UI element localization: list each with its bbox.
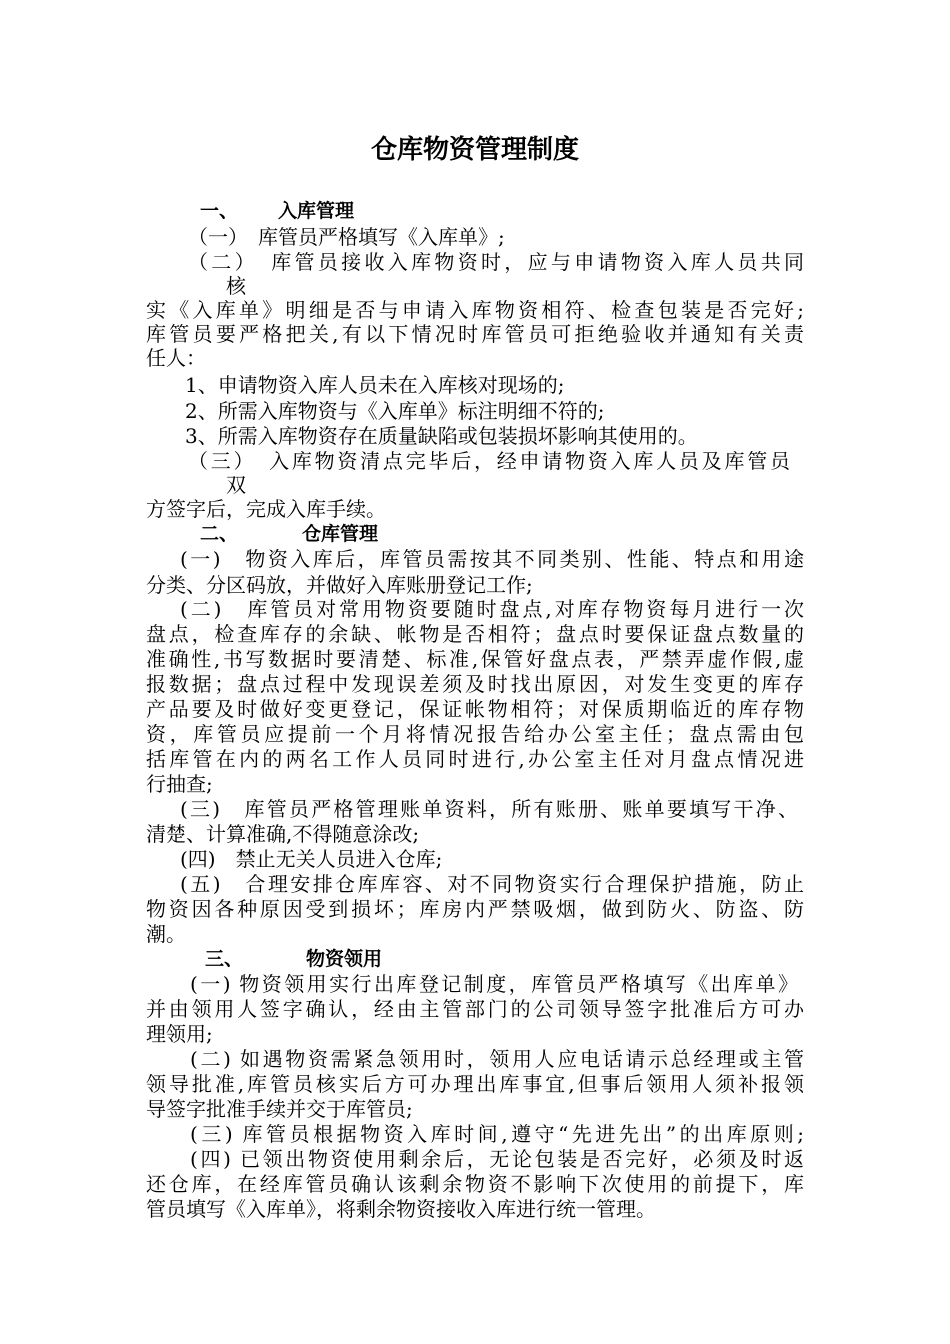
paragraph-line: 分类、分区码放，并做好入库账册登记工作; xyxy=(146,573,533,597)
paragraph-line: 物资因各种原因受到损坏；库房内严禁吸烟，做到防火、防盗、防 xyxy=(146,897,804,921)
paragraph-line: (三) 库管员严格管理账单资料，所有账册、账单要填写干净、 xyxy=(180,797,798,821)
paragraph-line: 方签字后，完成入库手续。 xyxy=(146,497,386,521)
paragraph-line: (一) 物资入库后，库管员需按其不同类别、性能、特点和用途 xyxy=(180,547,804,571)
list-item: 3、所需入库物资存在质量缺陷或包装损坏影响其使用的。 xyxy=(185,424,698,448)
list-item: 1、申请物资入库人员未在入库核对现场的; xyxy=(185,373,565,397)
paragraph-line: 任人： xyxy=(146,346,206,370)
paragraph-line: (五) 合理安排仓库库容、对不同物资实行合理保护措施，防止 xyxy=(180,872,804,896)
paragraph-line: 核 xyxy=(226,274,246,298)
section-2-heading: 仓库管理 xyxy=(302,523,379,545)
paragraph-line: 领导批准,库管员核实后方可办理出库事宜,但事后领用人须补报领 xyxy=(146,1072,804,1096)
paragraph-line: 报数据；盘点过程中发现误差须及时找出原因，对发生变更的库存 xyxy=(146,672,804,696)
paragraph-line: 双 xyxy=(226,473,246,497)
section-3-heading: 物资领用 xyxy=(306,948,383,970)
paragraph-line: 盘点，检查库存的余缺、帐物是否相符；盘点时要保证盘点数量的 xyxy=(146,622,804,646)
paragraph-line: 还仓库，在经库管员确认该剩余物资不影响下次使用的前提下，库 xyxy=(146,1172,804,1196)
list-item: 2、所需入库物资与《入库单》标注明细不符的; xyxy=(185,399,605,423)
paragraph-line: 理领用; xyxy=(146,1022,213,1046)
paragraph-line: (二) 库管员对常用物资要随时盘点,对库存物资每月进行一次 xyxy=(180,597,804,621)
paragraph-line: (三) 库管员根据物资入库时间,遵守“先进先出”的出库原则; xyxy=(190,1122,804,1146)
paragraph-line: 并由领用人签字确认，经由主管部门的公司领导签字批准后方可办 xyxy=(146,997,804,1021)
document-title: 仓库物资管理制度 xyxy=(370,135,579,165)
paragraph-line: 产品要及时做好变更登记，保证帐物相符；对保质期临近的库存物 xyxy=(146,697,804,721)
paragraph-line: (二) 如遇物资需紧急领用时，领用人应电话请示总经理或主管 xyxy=(190,1047,804,1071)
paragraph-line: 括库管在内的两名工作人员同时进行,办公室主任对月盘点情况进 xyxy=(146,747,804,771)
paragraph-line: 潮。 xyxy=(146,922,186,946)
paragraph-line: (一) 物资领用实行出库登记制度，库管员严格填写《出库单》 xyxy=(190,972,798,996)
paragraph-line: 实《入库单》明细是否与申请入库物资相符、检查包装是否完好; xyxy=(146,298,804,322)
paragraph-line: 资，库管员应提前一个月将情况报告给办公室主任；盘点需由包 xyxy=(146,722,804,746)
paragraph-line: 管员填写《入库单》，将剩余物资接收入库进行统一管理。 xyxy=(146,1197,656,1221)
paragraph-line: （二） 库管员接收入库物资时，应与申请物资入库人员共同 xyxy=(188,250,804,274)
section-1-heading: 入库管理 xyxy=(278,200,355,222)
section-2-number: 二、 xyxy=(200,523,239,545)
paragraph-line: (四) 已领出物资使用剩余后，无论包装是否完好，必须及时返 xyxy=(190,1147,804,1171)
paragraph-line: 导签字批准手续并交于库管员; xyxy=(146,1097,413,1121)
paragraph-line: （一） 库管员严格填写《入库单》; xyxy=(188,225,505,249)
section-3-number: 三、 xyxy=(205,948,244,970)
paragraph-line: (四) 禁止无关人员进入仓库; xyxy=(180,847,443,871)
paragraph-line: 行抽查; xyxy=(146,772,213,796)
section-1-number: 一、 xyxy=(200,200,239,222)
paragraph-line: 库管员要严格把关,有以下情况时库管员可拒绝验收并通知有关责 xyxy=(146,322,804,346)
paragraph-line: 准确性,书写数据时要清楚、标准,保管好盘点表，严禁弄虚作假,虚 xyxy=(146,647,804,671)
paragraph-line: （三） 入库物资清点完毕后，经申请物资入库人员及库管员 xyxy=(188,449,790,473)
paragraph-line: 清楚、计算准确,不得随意涂改; xyxy=(146,822,420,846)
